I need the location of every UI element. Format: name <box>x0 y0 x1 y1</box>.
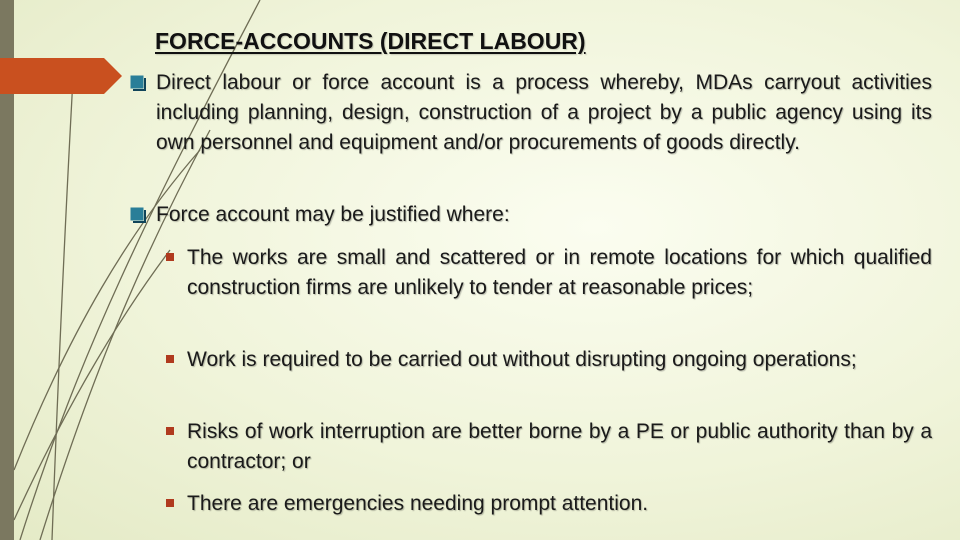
square-bullet-icon <box>166 499 174 507</box>
orange-arrow-accent <box>0 58 122 94</box>
sub-bullet-item <box>166 417 932 477</box>
sub-bullet-text: The works are small and scattered or in remote locations for which qualified construction firms are unlikely to tender at reasonable prices; <box>187 246 932 299</box>
sub-bullet-text: There are emergencies needing prompt attention. <box>187 492 649 515</box>
sub-bullet-text: Work is required to be carried out without disrupting ongoing operations; <box>187 348 857 371</box>
square-bullet-icon <box>166 355 174 363</box>
bullet-text: Force account may be justified where: <box>156 203 510 226</box>
bullet-item <box>130 68 932 158</box>
sub-bullet-item <box>166 345 932 375</box>
sub-bullet-item <box>166 489 932 519</box>
square-bullet-icon <box>166 253 174 261</box>
slide-title: FORCE-ACCOUNTS (DIRECT LABOUR) <box>155 28 586 54</box>
checkbox-bullet-icon <box>130 75 146 91</box>
bullet-text: Direct labour or force account is a process whereby, MDAs carryout activities including planning, design, construction of a project by a public agency using its own personnel and equipment and/or procurements of goods directly. <box>156 71 932 154</box>
square-bullet-icon <box>166 427 174 435</box>
sub-bullet-text: Risks of work interruption are better borne by a PE or public authority than by a contractor; or <box>187 420 932 473</box>
sub-bullet-item <box>166 243 932 303</box>
checkbox-bullet-icon <box>130 207 146 223</box>
bullet-item <box>130 200 932 230</box>
